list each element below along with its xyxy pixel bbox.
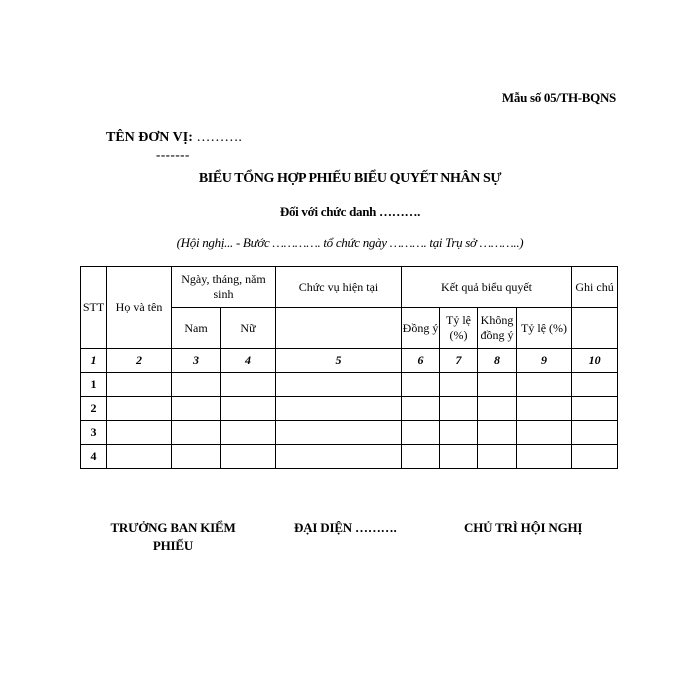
unit-label: TÊN ĐƠN VỊ: <box>106 130 193 145</box>
cell <box>276 445 402 469</box>
cell <box>478 373 517 397</box>
cell <box>221 373 276 397</box>
header-name: Họ và tên <box>107 267 172 349</box>
column-number: 4 <box>221 349 276 373</box>
header-agree-pct: Tỷ lệ (%) <box>440 308 478 349</box>
cell <box>572 421 618 445</box>
column-number: 9 <box>517 349 572 373</box>
meeting-line: (Hội nghị... - Bước …………. tổ chức ngày ………. tại Trụ sở ………..) <box>176 235 524 250</box>
document-title: BIỂU TỔNG HỢP PHIẾU BIỂU QUYẾT NHÂN SỰ <box>198 171 502 186</box>
column-number-row <box>81 349 618 373</box>
unit-dashes: ------- <box>156 147 190 162</box>
unit-dots: ………. <box>196 130 242 145</box>
cell <box>440 373 478 397</box>
header-dob: Ngày, tháng, năm sinh <box>172 267 276 308</box>
cell <box>402 445 440 469</box>
table-row <box>81 421 618 445</box>
cell <box>572 445 618 469</box>
cell <box>172 373 221 397</box>
table-row <box>81 397 618 421</box>
cell <box>517 421 572 445</box>
table-row <box>81 373 618 397</box>
table-row <box>81 445 618 469</box>
cell <box>440 397 478 421</box>
row-stt: 4 <box>81 445 107 469</box>
cell <box>276 397 402 421</box>
cell <box>107 373 172 397</box>
header-position: Chức vụ hiện tại <box>276 267 402 308</box>
cell <box>221 445 276 469</box>
column-number: 7 <box>440 349 478 373</box>
cell <box>276 421 402 445</box>
signature-ballot-head: TRƯỞNG BAN KIỂM PHIẾU <box>110 520 236 553</box>
signature-chair: CHỦ TRÌ HỘI NGHỊ <box>464 520 583 535</box>
column-number: 8 <box>478 349 517 373</box>
header-note-blank <box>572 308 618 349</box>
cell <box>221 397 276 421</box>
cell <box>517 397 572 421</box>
cell <box>478 397 517 421</box>
cell <box>402 373 440 397</box>
cell <box>221 421 276 445</box>
cell <box>572 397 618 421</box>
cell <box>172 421 221 445</box>
header-note: Ghi chú <box>572 267 618 308</box>
header-female: Nữ <box>221 308 276 349</box>
column-number: 10 <box>572 349 618 373</box>
column-number: 6 <box>402 349 440 373</box>
header-row-top <box>81 267 618 308</box>
cell <box>440 445 478 469</box>
cell <box>276 373 402 397</box>
header-disagree-pct: Tỷ lệ (%) <box>517 308 572 349</box>
form-number: Mẫu số 05/TH-BQNS <box>501 90 616 105</box>
unit-line <box>106 130 242 146</box>
column-number: 1 <box>81 349 107 373</box>
column-number: 2 <box>107 349 172 373</box>
cell <box>172 397 221 421</box>
cell <box>107 397 172 421</box>
header-position-blank <box>276 308 402 349</box>
cell <box>440 421 478 445</box>
row-stt: 1 <box>81 373 107 397</box>
cell <box>172 445 221 469</box>
row-stt: 2 <box>81 397 107 421</box>
cell <box>572 373 618 397</box>
cell <box>478 445 517 469</box>
header-male: Nam <box>172 308 221 349</box>
header-disagree: Không đồng ý <box>478 308 517 349</box>
column-number: 3 <box>172 349 221 373</box>
cell <box>402 397 440 421</box>
signature-representative: ĐẠI DIỆN ………. <box>294 520 397 535</box>
cell <box>107 421 172 445</box>
document-subtitle: Đối với chức danh ………. <box>279 204 421 219</box>
cell <box>107 445 172 469</box>
header-result: Kết quả biểu quyết <box>402 267 572 308</box>
row-stt: 3 <box>81 421 107 445</box>
vote-summary-table <box>80 266 618 469</box>
header-agree: Đồng ý <box>402 308 440 349</box>
column-number: 5 <box>276 349 402 373</box>
cell <box>402 421 440 445</box>
header-stt: STT <box>81 267 107 349</box>
cell <box>478 421 517 445</box>
cell <box>517 445 572 469</box>
cell <box>517 373 572 397</box>
